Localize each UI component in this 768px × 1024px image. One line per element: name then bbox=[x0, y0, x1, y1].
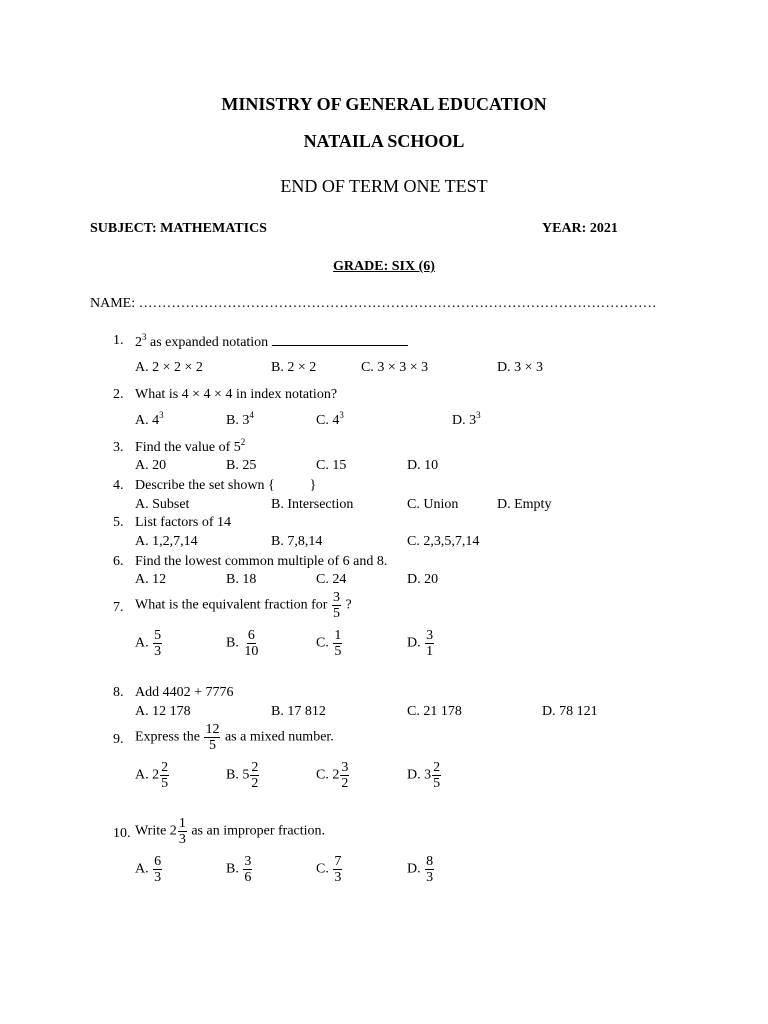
q4-option-a[interactable]: A. Subset bbox=[135, 497, 190, 512]
q9-option-d[interactable]: D. 3 $\frac{2}{5}$ bbox=[407, 760, 441, 791]
q3-option-a[interactable]: A. 20 bbox=[135, 458, 167, 473]
q10-stem: Write 2 $\frac{1}{3}$ as an improper fraction. bbox=[135, 816, 326, 847]
q9-option-b[interactable]: B. 5 $\frac{2}{2}$ bbox=[226, 760, 259, 791]
q8-stem: Add 4402 + 7776 bbox=[135, 685, 234, 700]
q4-number: 4. bbox=[113, 478, 124, 493]
q1-number: 1. bbox=[113, 333, 124, 348]
q4-option-b[interactable]: B. Intersection bbox=[271, 497, 354, 512]
q9-fraction: $\frac{12}{5}$ bbox=[205, 722, 220, 753]
q9-option-a[interactable]: A. 2 $\frac{2}{5}$ bbox=[135, 760, 169, 791]
q3-number: 3. bbox=[113, 440, 124, 455]
q2-option-d[interactable]: D. $3^3$ bbox=[452, 410, 481, 428]
q6-option-d[interactable]: D. 20 bbox=[407, 572, 439, 587]
q5-option-c[interactable]: C. 2,3,5,7,14 bbox=[407, 534, 480, 549]
q3-option-d[interactable]: D. 10 bbox=[407, 458, 439, 473]
name-dots: ………………………………………………………………………………………………… bbox=[138, 296, 657, 311]
q10-fraction: $\frac{1}{3}$ bbox=[178, 816, 186, 847]
q10-number: 10. bbox=[113, 826, 131, 841]
q4-option-d[interactable]: D. Empty bbox=[497, 497, 552, 512]
q2-stem: What is 4 × 4 × 4 in index notation? bbox=[135, 387, 338, 402]
q1-answer-blank[interactable] bbox=[272, 333, 408, 346]
q8-option-c[interactable]: C. 21 178 bbox=[407, 704, 462, 719]
q10-option-a[interactable]: A. $\frac{6}{3}$ bbox=[135, 854, 162, 885]
q8-number: 8. bbox=[113, 685, 124, 700]
q9-stem: Express the $\frac{12}{5}$ as a mixed number. bbox=[135, 722, 334, 753]
q6-option-b[interactable]: B. 18 bbox=[226, 572, 257, 587]
q7-option-d[interactable]: D. $\frac{3}{1}$ bbox=[407, 628, 434, 659]
q5-option-b[interactable]: B. 7,8,14 bbox=[271, 534, 323, 549]
q5-option-a[interactable]: A. 1,2,7,14 bbox=[135, 534, 198, 549]
q3-option-c[interactable]: C. 15 bbox=[316, 458, 347, 473]
q3-stem: Find the value of $5^2$ bbox=[135, 437, 246, 455]
name-label: NAME: bbox=[90, 296, 139, 311]
q8-option-d[interactable]: D. 78 121 bbox=[542, 704, 598, 719]
q9-number: 9. bbox=[113, 732, 124, 747]
name-field[interactable] bbox=[90, 296, 657, 312]
q4-option-c[interactable]: C. Union bbox=[407, 497, 459, 512]
q8-option-a[interactable]: A. 12 178 bbox=[135, 704, 191, 719]
q10-option-c[interactable]: C. $\frac{7}{3}$ bbox=[316, 854, 342, 885]
q1-option-b[interactable]: B. 2 × 2 bbox=[271, 360, 317, 375]
q6-option-a[interactable]: A. 12 bbox=[135, 572, 167, 587]
q7-option-a[interactable]: A. $\frac{5}{3}$ bbox=[135, 628, 162, 659]
subject-label: SUBJECT: MATHEMATICS bbox=[90, 221, 267, 236]
q6-stem: Find the lowest common multiple of 6 and 8. bbox=[135, 554, 388, 569]
q1-option-d[interactable]: D. 3 × 3 bbox=[497, 360, 544, 375]
q7-number: 7. bbox=[113, 600, 124, 615]
q1-stem: $2^3$ as expanded notation bbox=[135, 333, 408, 351]
q10-option-d[interactable]: D. $\frac{8}{3}$ bbox=[407, 854, 434, 885]
q5-number: 5. bbox=[113, 515, 124, 530]
q7-fraction: $\frac{3}{5}$ bbox=[332, 590, 340, 621]
year-label: YEAR: 2021 bbox=[542, 221, 618, 236]
grade-label: GRADE: SIX (6) bbox=[333, 259, 435, 274]
q1-option-a[interactable]: A. 2 × 2 × 2 bbox=[135, 360, 203, 375]
q5-stem: List factors of 14 bbox=[135, 515, 232, 530]
q2-option-b[interactable]: B. $3^4$ bbox=[226, 410, 254, 428]
q3-option-b[interactable]: B. 25 bbox=[226, 458, 257, 473]
q6-number: 6. bbox=[113, 554, 124, 569]
school-name: NATAILA SCHOOL bbox=[303, 131, 465, 151]
test-title: END OF TERM ONE TEST bbox=[280, 176, 488, 196]
q8-option-b[interactable]: B. 17 812 bbox=[271, 704, 326, 719]
q7-stem: What is the equivalent fraction for $\frac{3}{5}$ ? bbox=[135, 590, 352, 621]
q9-option-c[interactable]: C. 2 $\frac{3}{2}$ bbox=[316, 760, 349, 791]
q4-stem: Describe the set shown { } bbox=[135, 478, 317, 493]
q6-option-c[interactable]: C. 24 bbox=[316, 572, 347, 587]
ministry-title: MINISTRY OF GENERAL EDUCATION bbox=[221, 94, 547, 114]
q2-number: 2. bbox=[113, 387, 124, 402]
q7-option-b[interactable]: B. $\frac{6}{10}$ bbox=[226, 628, 259, 659]
q1-option-c[interactable]: C. 3 × 3 × 3 bbox=[361, 360, 429, 375]
q2-option-c[interactable]: C. $4^3$ bbox=[316, 410, 344, 428]
q10-option-b[interactable]: B. $\frac{3}{6}$ bbox=[226, 854, 252, 885]
q2-option-a[interactable]: A. $4^3$ bbox=[135, 410, 164, 428]
q7-option-c[interactable]: C. $\frac{1}{5}$ bbox=[316, 628, 342, 659]
